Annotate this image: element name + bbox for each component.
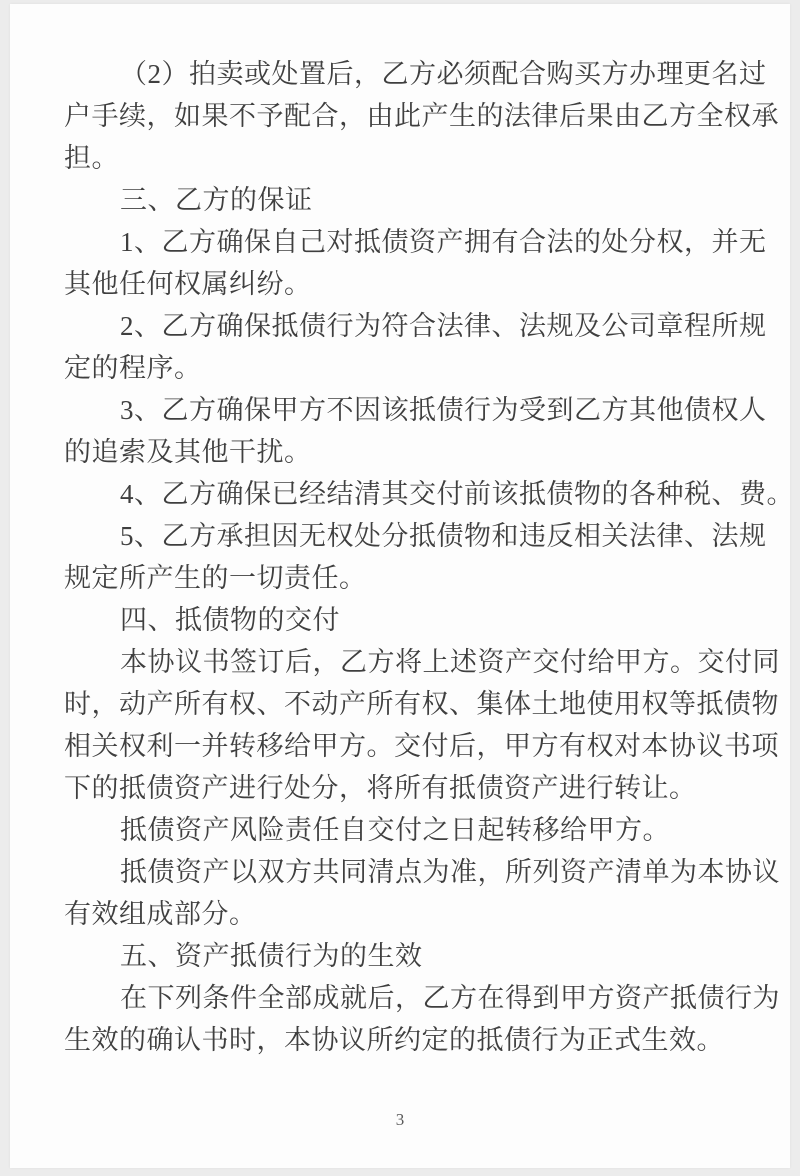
text-line: 定的程序。 — [64, 353, 202, 383]
text-line: 户手续，如果不予配合，由此产生的法律后果由乙方全权承 — [64, 101, 779, 131]
text-line: 担。 — [64, 143, 119, 173]
page-number: 3 — [395, 1110, 405, 1129]
text-line: 规定所产生的一切责任。 — [64, 563, 367, 593]
text-line: 时，动产所有权、不动产所有权、集体土地使用权等抵债物 — [64, 689, 779, 719]
text-line: 3、乙方确保甲方不因该抵债行为受到乙方其他债权人 — [120, 395, 767, 425]
contract-body — [64, 53, 794, 1061]
text-line: 的追索及其他干扰。 — [64, 437, 312, 467]
text-line: 5、乙方承担因无权处分抵债物和违反相关法律、法规 — [120, 521, 767, 551]
text-line: （2）拍卖或处置后，乙方必须配合购买方办理更名过 — [120, 59, 767, 89]
contract-page — [10, 4, 794, 1168]
text-line: 抵债资产风险责任自交付之日起转移给甲方。 — [120, 815, 670, 845]
text-line: 下的抵债资产进行处分，将所有抵债资产进行转让。 — [64, 773, 697, 803]
text-line: 2、乙方确保抵债行为符合法律、法规及公司章程所规 — [120, 311, 767, 341]
text-line: 相关权利一并转移给甲方。交付后，甲方有权对本协议书项 — [64, 731, 779, 761]
text-line: 有效组成部分。 — [64, 899, 257, 929]
text-line: 三、乙方的保证 — [120, 185, 313, 215]
text-line: 1、乙方确保自己对抵债资产拥有合法的处分权，并无 — [120, 227, 767, 257]
text-line: 本协议书签订后，乙方将上述资产交付给甲方。交付同 — [120, 647, 780, 677]
text-line: 五、资产抵债行为的生效 — [120, 941, 423, 971]
text-line: 生效的确认书时，本协议所约定的抵债行为正式生效。 — [64, 1025, 724, 1055]
text-line: 四、抵债物的交付 — [120, 605, 340, 635]
text-line: 其他任何权属纠纷。 — [64, 269, 312, 299]
text-line: 抵债资产以双方共同清点为准，所列资产清单为本协议 — [120, 857, 780, 887]
text-line: 4、乙方确保已经结清其交付前该抵债物的各种税、费。 — [120, 479, 794, 509]
text-line: 在下列条件全部成就后，乙方在得到甲方资产抵债行为 — [120, 983, 780, 1013]
